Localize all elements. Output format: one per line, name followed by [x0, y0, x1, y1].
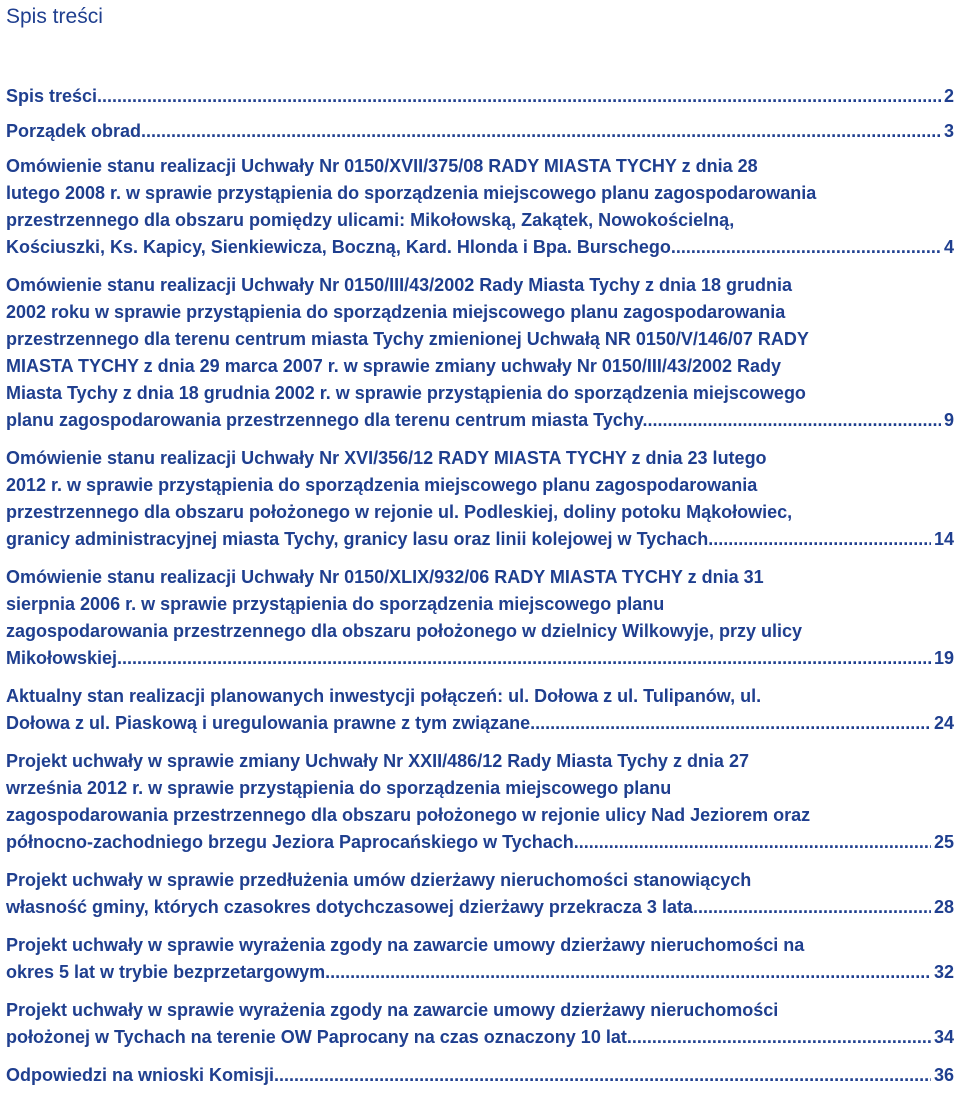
toc-entry[interactable] [6, 932, 954, 986]
toc-entry-line: Projekt uchwały w sprawie wyrażenia zgody na zawarcie umowy dzierżawy nieruchomości [6, 1000, 779, 1020]
toc-entry[interactable] [6, 272, 954, 434]
toc-page-number: 19 [933, 648, 954, 668]
toc-page-number: 25 [933, 832, 954, 852]
toc-entry-line: MIASTA TYCHY z dnia 29 marca 2007 r. w sprawie zmiany uchwały Nr 0150/III/43/2002 Rady [6, 356, 782, 376]
toc-dot-leader [698, 894, 931, 921]
toc-page-number: 3 [943, 121, 954, 141]
toc-dot-leader [330, 959, 931, 986]
toc-page-number: 9 [943, 410, 954, 430]
toc-entry-final-line [6, 710, 954, 737]
toc-entry-line: przestrzennego dla terenu centrum miasta Tychy zmienionej Uchwałą NR 0150/V/146/07 RADY [6, 329, 809, 349]
toc-dot-leader [579, 829, 931, 856]
toc-dot-leader [102, 83, 941, 110]
toc-dot-leader [632, 1024, 931, 1051]
toc-dot-leader [535, 710, 931, 737]
toc-entry[interactable] [6, 445, 954, 553]
toc-page-number: 36 [933, 1065, 954, 1085]
toc-entry-line: zagospodarowania przestrzennego dla obszaru położonego w dzielnicy Wilkowyje, przy ulicy [6, 621, 802, 641]
toc-dot-leader [279, 1062, 931, 1089]
toc-entry[interactable] [6, 748, 954, 856]
toc-entry[interactable] [6, 153, 954, 261]
toc-entry-final-line [6, 1062, 954, 1089]
toc-entry-final-line [6, 234, 954, 261]
toc-entry-line: Aktualny stan realizacji planowanych inwestycji połączeń: ul. Dołowa z ul. Tulipanów, ul. [6, 686, 762, 706]
toc-dot-leader [713, 526, 931, 553]
toc-entry-line: zagospodarowania przestrzennego dla obszaru położonego w rejonie ulicy Nad Jeziorem oraz [6, 805, 811, 825]
toc-dot-leader [122, 645, 931, 672]
toc-entry-title: Dołowa z ul. Piaskową i uregulowania prawne z tym związane. [6, 713, 536, 733]
toc-entry-final-line [6, 526, 954, 553]
toc-entry-line: września 2012 r. w sprawie przystąpienia do sporządzenia miejscowego planu [6, 778, 672, 798]
toc-entry-final-line [6, 829, 954, 856]
toc-entry[interactable] [6, 83, 954, 110]
toc-entry-final-line [6, 959, 954, 986]
toc-entry-title: własność gminy, których czasokres dotychczasowej dzierżawy przekracza 3 lata. [6, 897, 698, 917]
document-heading: Spis treści [6, 5, 103, 28]
toc-entry-line: Projekt uchwały w sprawie przedłużenia umów dzierżawy nieruchomości stanowiących [6, 870, 752, 890]
toc-dot-leader [146, 118, 941, 145]
toc-entry-title: planu zagospodarowania przestrzennego dla terenu centrum miasta Tychy. [6, 410, 648, 430]
toc-entry-line: Projekt uchwały w sprawie wyrażenia zgody na zawarcie umowy dzierżawy nieruchomości na [6, 935, 805, 955]
toc-dot-leader [676, 234, 941, 261]
toc-entry-final-line [6, 1024, 954, 1051]
toc-entry-line: Omówienie stanu realizacji Uchwały Nr XVI/356/12 RADY MIASTA TYCHY z dnia 23 lutego [6, 448, 767, 468]
toc-entry-title: północno-zachodniego brzegu Jeziora Paprocańskiego w Tychach. [6, 832, 579, 852]
toc-entry-final-line [6, 894, 954, 921]
toc-entry-line: Omówienie stanu realizacji Uchwały Nr 0150/III/43/2002 Rady Miasta Tychy z dnia 18 grudnia [6, 275, 792, 295]
toc-dot-leader [647, 407, 941, 434]
toc-entry-title: Porządek obrad. [6, 121, 147, 141]
toc-entry[interactable] [6, 564, 954, 672]
toc-entry-final-line [6, 118, 954, 145]
toc-page-number: 32 [933, 962, 954, 982]
toc-page-number: 28 [933, 897, 954, 917]
toc-entry[interactable] [6, 118, 954, 145]
toc-entry-title: Mikołowskiej. [6, 648, 123, 668]
toc-entry-line: Miasta Tychy z dnia 18 grudnia 2002 r. w sprawie przystąpienia do sporządzenia miejscowego [6, 383, 806, 403]
toc-entry-line: przestrzennego dla obszaru położonego w rejonie ul. Podleskiej, doliny potoku Mąkołowiec, [6, 502, 793, 522]
toc-page-number: 14 [933, 529, 954, 549]
toc-entry[interactable] [6, 997, 954, 1051]
toc-entry-line: Omówienie stanu realizacji Uchwały Nr 0150/XLIX/932/06 RADY MIASTA TYCHY z dnia 31 [6, 567, 764, 587]
toc-entry-line: lutego 2008 r. w sprawie przystąpienia do sporządzenia miejscowego planu zagospodarowania [6, 183, 817, 203]
toc-entry-line: Projekt uchwały w sprawie zmiany Uchwały Nr XXII/486/12 Rady Miasta Tychy z dnia 27 [6, 751, 749, 771]
toc-entry-final-line [6, 83, 954, 110]
toc-entry-final-line [6, 645, 954, 672]
toc-entry-title: Odpowiedzi na wnioski Komisji. [6, 1065, 280, 1085]
toc-entry-title: okres 5 lat w trybie bezprzetargowym. [6, 962, 331, 982]
toc-entry[interactable] [6, 683, 954, 737]
toc-page-number: 34 [933, 1027, 954, 1047]
toc-page-number: 24 [933, 713, 954, 733]
toc-entry-line: 2012 r. w sprawie przystąpienia do sporządzenia miejscowego planu zagospodarowania [6, 475, 758, 495]
toc-entry[interactable] [6, 1062, 954, 1089]
toc-entry-title: granicy administracyjnej miasta Tychy, granicy lasu oraz linii kolejowej w Tychach. [6, 529, 714, 549]
toc-entry-final-line [6, 407, 954, 434]
toc-entry-line: sierpnia 2006 r. w sprawie przystąpienia do sporządzenia miejscowego planu [6, 594, 665, 614]
toc-entry-title: położonej w Tychach na terenie OW Paprocany na czas oznaczony 10 lat. [6, 1027, 632, 1047]
toc-entry-line: przestrzennego dla obszaru pomiędzy ulicami: Mikołowską, Zakątek, Nowokościelną, [6, 210, 735, 230]
toc-entry-line: Omówienie stanu realizacji Uchwały Nr 0150/XVII/375/08 RADY MIASTA TYCHY z dnia 28 [6, 156, 758, 176]
toc-entry-line: 2002 roku w sprawie przystąpienia do sporządzenia miejscowego planu zagospodarowania [6, 302, 786, 322]
toc-entry-title: Kościuszki, Ks. Kapicy, Sienkiewicza, Boczną, Kard. Hlonda i Bpa. Burschego. [6, 237, 676, 257]
toc-page-number: 2 [943, 86, 954, 106]
toc-page-number: 4 [943, 237, 954, 257]
table-of-contents [6, 83, 954, 1100]
toc-entry-title: Spis treści. [6, 86, 103, 106]
toc-entry[interactable] [6, 867, 954, 921]
